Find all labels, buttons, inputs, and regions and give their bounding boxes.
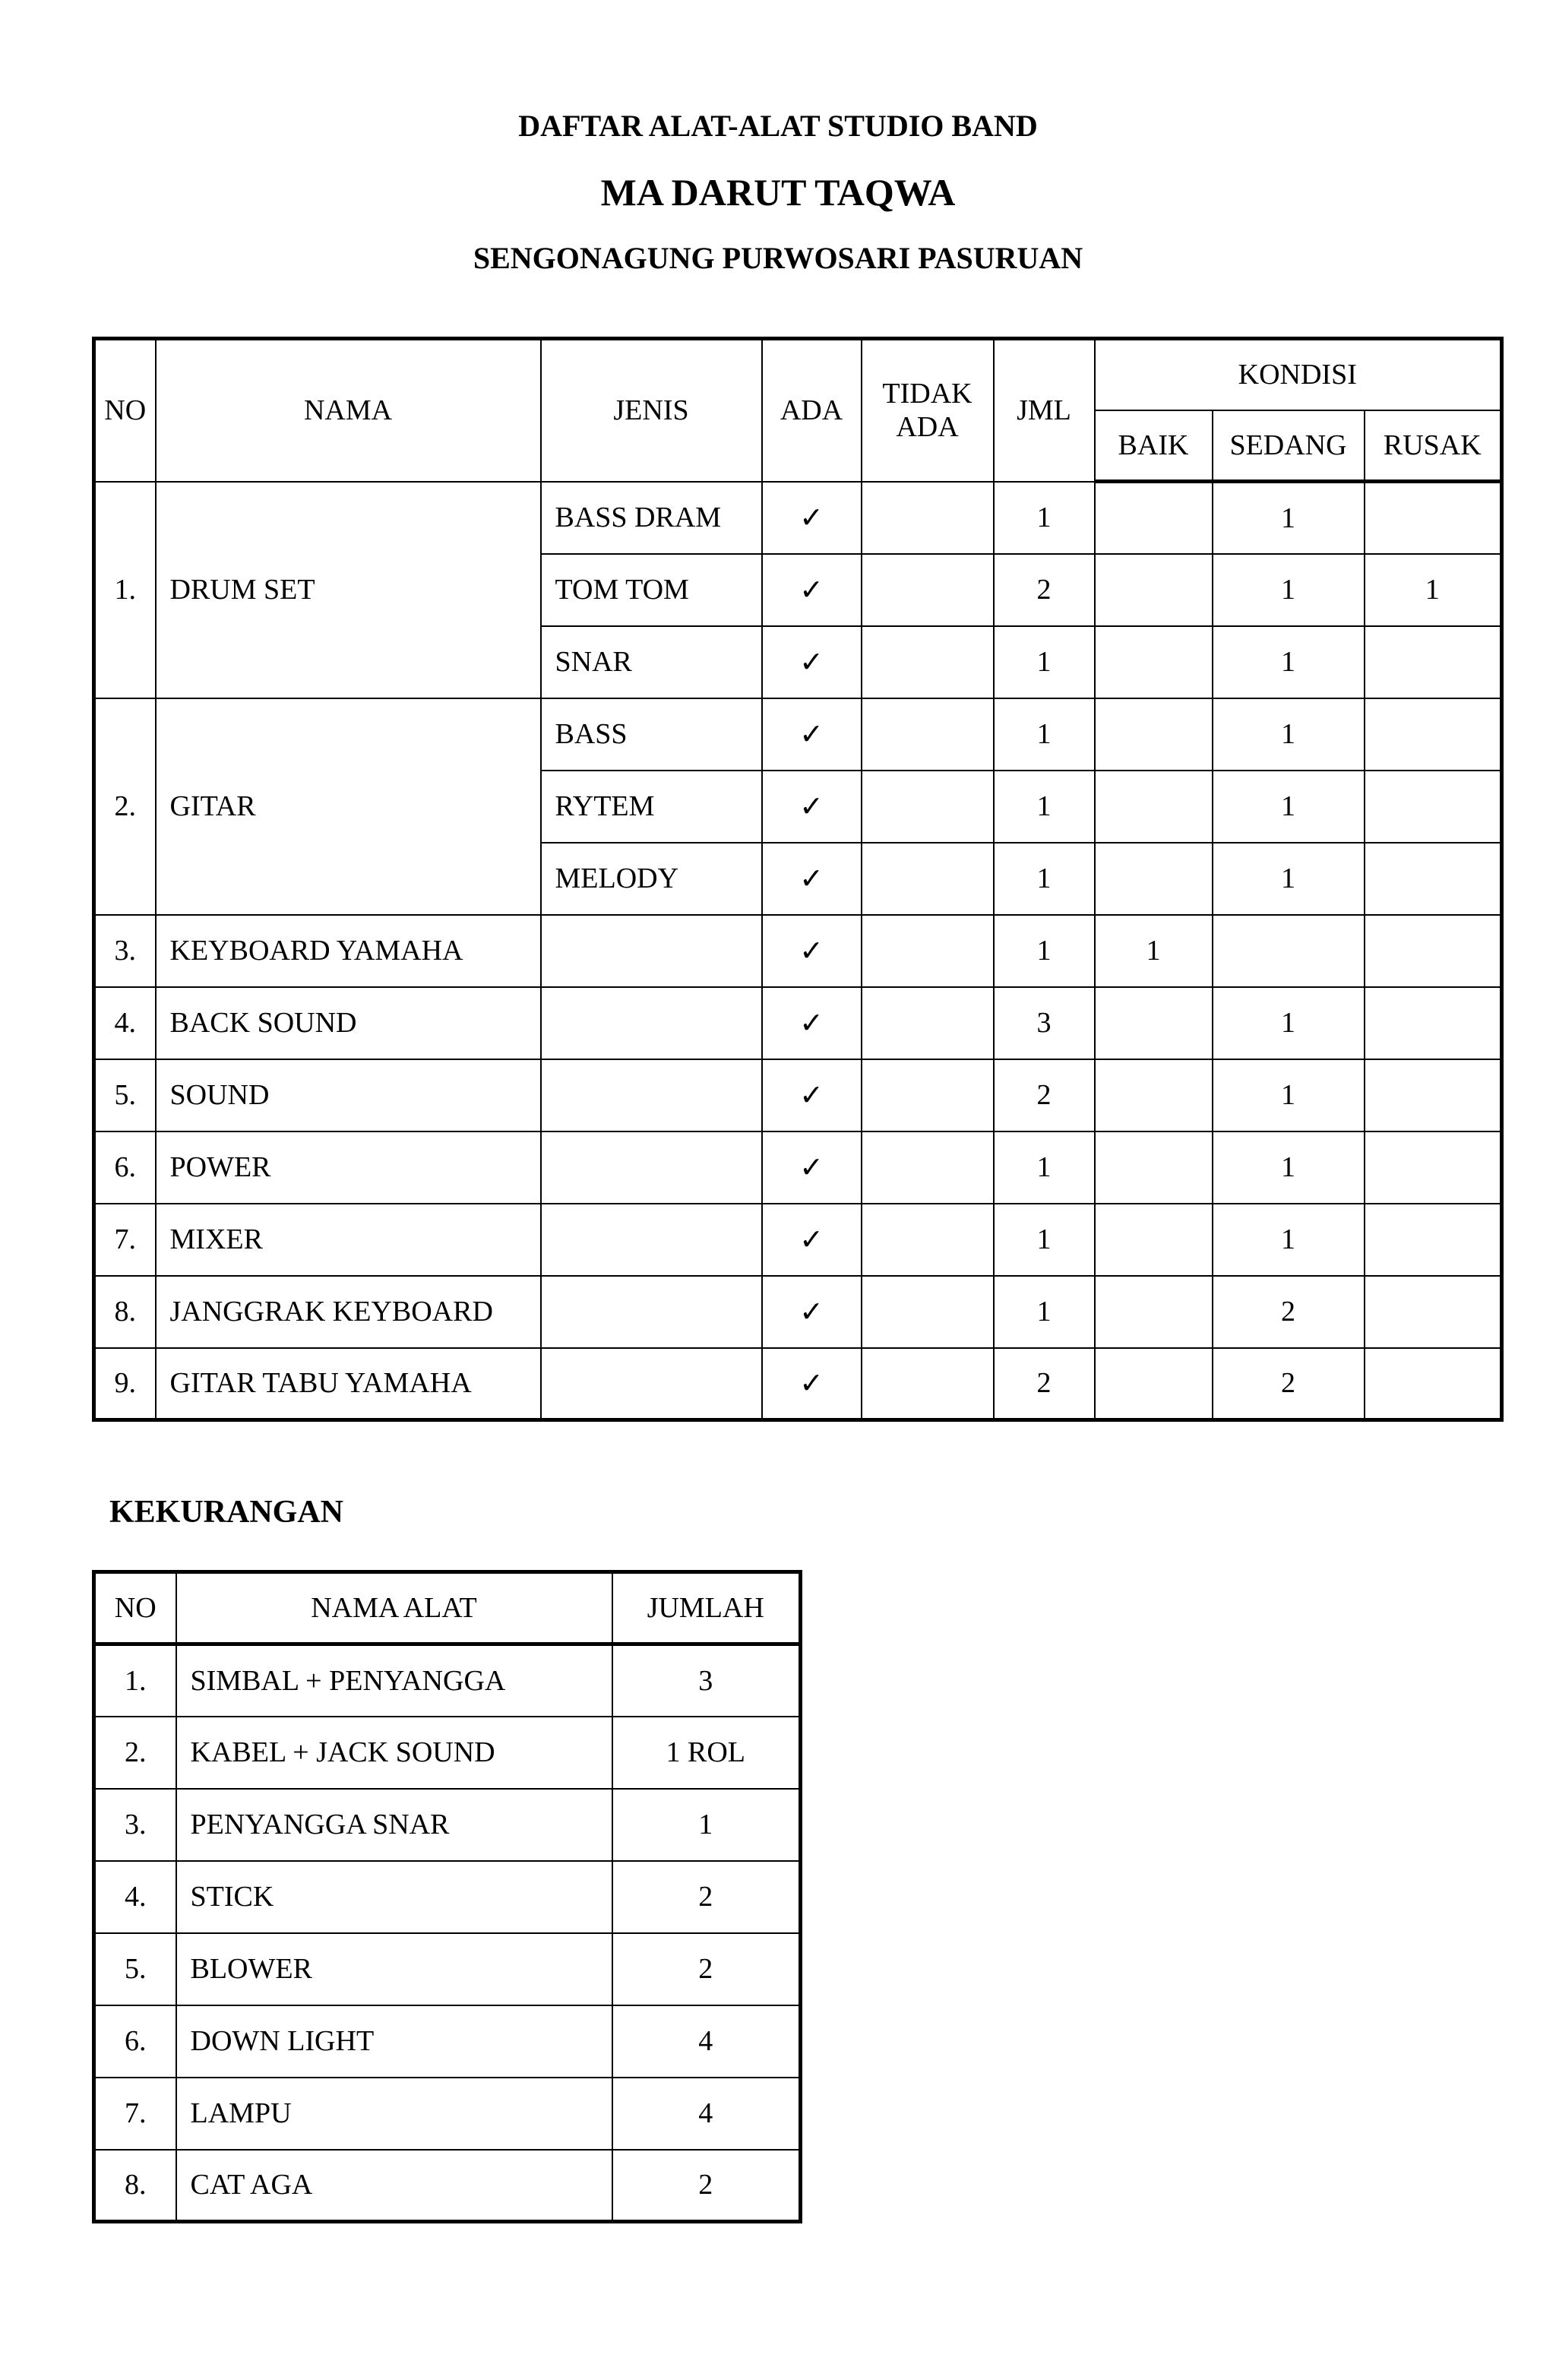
row-nama-alat: CAT AGA (176, 2150, 612, 2222)
check-icon: ✓ (762, 1131, 862, 1204)
item-name: POWER (156, 1131, 541, 1204)
item-tidak-ada (862, 1204, 994, 1276)
table-row (94, 1276, 1502, 1348)
row-no: 2. (94, 1717, 176, 1789)
row-jumlah: 2 (612, 1933, 801, 2005)
item-baik (1095, 843, 1213, 915)
item-rusak: 1 (1365, 554, 1502, 626)
table-row (94, 1131, 1502, 1204)
table-row (94, 987, 1502, 1059)
item-baik (1095, 1059, 1213, 1131)
item-tidak-ada (862, 771, 994, 843)
item-jml: 2 (994, 554, 1095, 626)
row-nama-alat: LAMPU (176, 2078, 612, 2150)
item-tidak-ada (862, 626, 994, 698)
item-name: MIXER (156, 1204, 541, 1276)
table-row (94, 1861, 801, 1933)
col-header-rusak: RUSAK (1365, 410, 1502, 482)
item-tidak-ada (862, 1131, 994, 1204)
item-jml: 3 (994, 987, 1095, 1059)
item-sedang (1213, 915, 1365, 987)
item-baik: 1 (1095, 915, 1213, 987)
item-tidak-ada (862, 915, 994, 987)
row-no: 5. (94, 1933, 176, 2005)
item-baik (1095, 698, 1213, 771)
item-no: 4. (94, 987, 156, 1059)
item-name: GITAR TABU YAMAHA (156, 1348, 541, 1420)
item-baik (1095, 482, 1213, 554)
item-no: 1. (94, 482, 156, 698)
row-jumlah: 3 (612, 1644, 801, 1717)
table-row (94, 1644, 801, 1717)
item-tidak-ada (862, 482, 994, 554)
table-row (94, 2078, 801, 2150)
row-jumlah: 4 (612, 2078, 801, 2150)
col-header-sedang: SEDANG (1213, 410, 1365, 482)
table-row (94, 915, 1502, 987)
item-no: 7. (94, 1204, 156, 1276)
col-header-no: NO (94, 1572, 176, 1644)
row-jumlah: 1 (612, 1789, 801, 1861)
col-header-ada: ADA (762, 339, 862, 482)
item-rusak (1365, 698, 1502, 771)
check-icon: ✓ (762, 626, 862, 698)
item-baik (1095, 554, 1213, 626)
table-row (94, 1204, 1502, 1276)
kekurangan-table (92, 1570, 802, 2223)
table-row (94, 2150, 801, 2222)
table-row (94, 1059, 1502, 1131)
check-icon: ✓ (762, 1348, 862, 1420)
item-rusak (1365, 771, 1502, 843)
col-header-kondisi: KONDISI (1095, 339, 1502, 410)
item-jenis (541, 987, 762, 1059)
item-sedang: 1 (1213, 1131, 1365, 1204)
check-icon: ✓ (762, 915, 862, 987)
item-jenis: SNAR (541, 626, 762, 698)
row-jumlah: 4 (612, 2005, 801, 2078)
item-no: 8. (94, 1276, 156, 1348)
item-tidak-ada (862, 554, 994, 626)
item-name: JANGGRAK KEYBOARD (156, 1276, 541, 1348)
item-rusak (1365, 843, 1502, 915)
check-icon: ✓ (762, 482, 862, 554)
col-header-jumlah: JUMLAH (612, 1572, 801, 1644)
col-header-nama-alat: NAMA ALAT (176, 1572, 612, 1644)
table-row (94, 1348, 1502, 1420)
row-nama-alat: STICK (176, 1861, 612, 1933)
item-jenis (541, 1276, 762, 1348)
item-sedang: 1 (1213, 698, 1365, 771)
item-rusak (1365, 482, 1502, 554)
item-tidak-ada (862, 987, 994, 1059)
item-jenis (541, 1348, 762, 1420)
table-row (94, 1789, 801, 1861)
item-baik (1095, 1348, 1213, 1420)
item-no: 9. (94, 1348, 156, 1420)
item-name: KEYBOARD YAMAHA (156, 915, 541, 987)
document-title: DAFTAR ALAT-ALAT STUDIO BAND (518, 109, 1038, 143)
item-rusak (1365, 1131, 1502, 1204)
row-jumlah: 2 (612, 2150, 801, 2222)
item-jml: 1 (994, 626, 1095, 698)
check-icon: ✓ (762, 843, 862, 915)
check-icon: ✓ (762, 698, 862, 771)
row-jumlah: 1 ROL (612, 1717, 801, 1789)
col-header-jml: JML (994, 339, 1095, 482)
item-jml: 2 (994, 1059, 1095, 1131)
item-no: 5. (94, 1059, 156, 1131)
school-address: SENGONAGUNG PURWOSARI PASURUAN (473, 241, 1083, 275)
item-tidak-ada (862, 1276, 994, 1348)
item-sedang: 1 (1213, 554, 1365, 626)
item-sedang: 1 (1213, 482, 1365, 554)
check-icon: ✓ (762, 987, 862, 1059)
row-no: 1. (94, 1644, 176, 1717)
item-rusak (1365, 1204, 1502, 1276)
item-rusak (1365, 987, 1502, 1059)
item-jenis: TOM TOM (541, 554, 762, 626)
item-jml: 1 (994, 915, 1095, 987)
item-jml: 1 (994, 843, 1095, 915)
item-jenis (541, 915, 762, 987)
table-row (94, 698, 1502, 771)
row-nama-alat: SIMBAL + PENYANGGA (176, 1644, 612, 1717)
item-jml: 1 (994, 1131, 1095, 1204)
item-tidak-ada (862, 698, 994, 771)
item-jml: 1 (994, 482, 1095, 554)
row-no: 4. (94, 1861, 176, 1933)
item-sedang: 1 (1213, 1059, 1365, 1131)
item-baik (1095, 1131, 1213, 1204)
item-jenis: BASS DRAM (541, 482, 762, 554)
item-jenis (541, 1059, 762, 1131)
item-sedang: 1 (1213, 1204, 1365, 1276)
item-rusak (1365, 626, 1502, 698)
item-jenis (541, 1131, 762, 1204)
item-baik (1095, 1276, 1213, 1348)
row-no: 8. (94, 2150, 176, 2222)
table-row (94, 1933, 801, 2005)
item-jenis (541, 1204, 762, 1276)
row-no: 7. (94, 2078, 176, 2150)
row-nama-alat: PENYANGGA SNAR (176, 1789, 612, 1861)
row-no: 3. (94, 1789, 176, 1861)
item-rusak (1365, 1348, 1502, 1420)
item-jml: 1 (994, 698, 1095, 771)
item-tidak-ada (862, 1348, 994, 1420)
kekurangan-heading: KEKURANGAN (109, 1495, 344, 1530)
item-no: 6. (94, 1131, 156, 1204)
item-jml: 1 (994, 1276, 1095, 1348)
check-icon: ✓ (762, 1204, 862, 1276)
item-rusak (1365, 1276, 1502, 1348)
col-header-baik: BAIK (1095, 410, 1213, 482)
check-icon: ✓ (762, 771, 862, 843)
item-tidak-ada (862, 843, 994, 915)
item-sedang: 2 (1213, 1348, 1365, 1420)
table-row (94, 2005, 801, 2078)
item-name: GITAR (156, 698, 541, 915)
item-rusak (1365, 915, 1502, 987)
item-sedang: 2 (1213, 1276, 1365, 1348)
table-row (94, 482, 1502, 554)
inventory-table (92, 337, 1504, 1422)
item-sedang: 1 (1213, 843, 1365, 915)
item-jenis: RYTEM (541, 771, 762, 843)
row-jumlah: 2 (612, 1861, 801, 1933)
col-header-nama: NAMA (156, 339, 541, 482)
item-jml: 1 (994, 771, 1095, 843)
item-no: 3. (94, 915, 156, 987)
item-rusak (1365, 1059, 1502, 1131)
col-header-tidak-ada: TIDAK ADA (862, 339, 994, 482)
item-baik (1095, 1204, 1213, 1276)
item-baik (1095, 626, 1213, 698)
table-row (94, 1717, 801, 1789)
row-no: 6. (94, 2005, 176, 2078)
check-icon: ✓ (762, 554, 862, 626)
item-sedang: 1 (1213, 771, 1365, 843)
item-sedang: 1 (1213, 626, 1365, 698)
row-nama-alat: BLOWER (176, 1933, 612, 2005)
item-jml: 2 (994, 1348, 1095, 1420)
check-icon: ✓ (762, 1059, 862, 1131)
item-baik (1095, 771, 1213, 843)
item-jenis: MELODY (541, 843, 762, 915)
item-sedang: 1 (1213, 987, 1365, 1059)
item-jml: 1 (994, 1204, 1095, 1276)
item-name: DRUM SET (156, 482, 541, 698)
col-header-jenis: JENIS (541, 339, 762, 482)
col-header-no: NO (94, 339, 156, 482)
item-name: SOUND (156, 1059, 541, 1131)
school-name: MA DARUT TAQWA (600, 171, 956, 214)
item-baik (1095, 987, 1213, 1059)
check-icon: ✓ (762, 1276, 862, 1348)
item-jenis: BASS (541, 698, 762, 771)
item-no: 2. (94, 698, 156, 915)
row-nama-alat: DOWN LIGHT (176, 2005, 612, 2078)
row-nama-alat: KABEL + JACK SOUND (176, 1717, 612, 1789)
item-name: BACK SOUND (156, 987, 541, 1059)
item-tidak-ada (862, 1059, 994, 1131)
